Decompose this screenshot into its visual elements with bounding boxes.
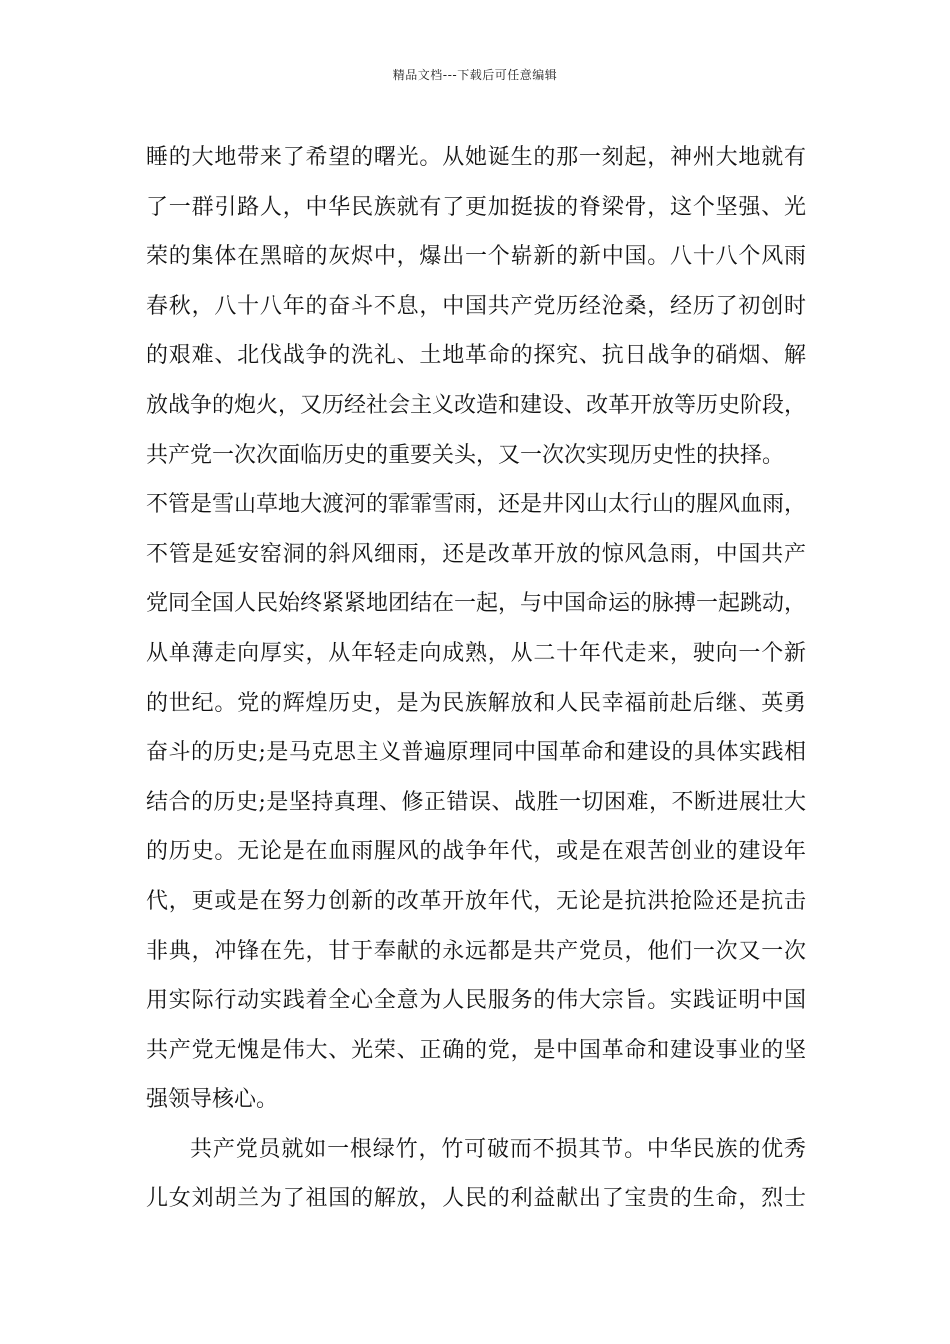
text-line: 的世纪。党的辉煌历史，是为民族解放和人民幸福前赴后继、英勇 [146, 690, 806, 716]
text-line: 了一群引路人，中华民族就有了更加挺拔的脊梁骨，这个坚强、光 [146, 194, 806, 220]
text-line: 不管是雪山草地大渡河的霏霏雪雨，还是井冈山太行山的腥风血雨， [146, 492, 807, 518]
text-line: 不管是延安窑洞的斜风细雨，还是改革开放的惊风急雨，中国共产 [146, 541, 806, 567]
text-line: 共产党一次次面临历史的重要关头，又一次次实现历史性的抉择。 [146, 442, 785, 468]
text-line: 春秋，八十八年的奋斗不息，中国共产党历经沧桑，经历了初创时 [146, 293, 806, 319]
text-line: 代，更或是在努力创新的改革开放年代，无论是抗洪抢险还是抗击 [146, 888, 806, 914]
text-line: 放战争的炮火，又历经社会主义改造和建设、改革开放等历史阶段， [146, 392, 807, 418]
text-line: 的艰难、北伐战争的洗礼、土地革命的探究、抗日战争的硝烟、解 [146, 343, 806, 369]
text-line: 睡的大地带来了希望的曙光。从她诞生的那一刻起，神州大地就有 [146, 145, 806, 170]
text-line: 奋斗的历史;是马克思主义普遍原理同中国革命和建设的具体实践相 [146, 740, 806, 766]
text-line: 荣的集体在黑暗的灰烬中，爆出一个崭新的新中国。八十八个风雨 [146, 244, 806, 270]
body-text [146, 133, 806, 1224]
paragraph-start-line: 共产党员就如一根绿竹，竹可破而不损其节。中华民族的优秀 [190, 1136, 806, 1162]
text-line: 儿女刘胡兰为了祖国的解放，人民的利益献出了宝贵的生命，烈士 [146, 1186, 806, 1212]
text-line: 非典，冲锋在先，甘于奉献的永远都是共产党员，他们一次又一次 [146, 938, 806, 964]
text-line: 强领导核心。 [146, 1087, 279, 1113]
text-line: 共产党无愧是伟大、光荣、正确的党，是中国革命和建设事业的坚 [146, 1037, 806, 1063]
text-line: 结合的历史;是坚持真理、修正错误、战胜一切困难，不断进展壮大 [146, 789, 806, 815]
text-line: 用实际行动实践着全心全意为人民服务的伟大宗旨。实践证明中国 [146, 988, 806, 1014]
text-line: 的历史。无论是在血雨腥风的战争年代，或是在艰苦创业的建设年 [146, 839, 806, 865]
text-line: 从单薄走向厚实，从年轻走向成熟，从二十年代走来，驶向一个新 [146, 640, 806, 666]
page-header: 精品文档---下载后可任意编辑 [392, 68, 558, 82]
text-line: 党同全国人民始终紧紧地团结在一起，与中国命运的脉搏一起跳动， [146, 591, 807, 617]
